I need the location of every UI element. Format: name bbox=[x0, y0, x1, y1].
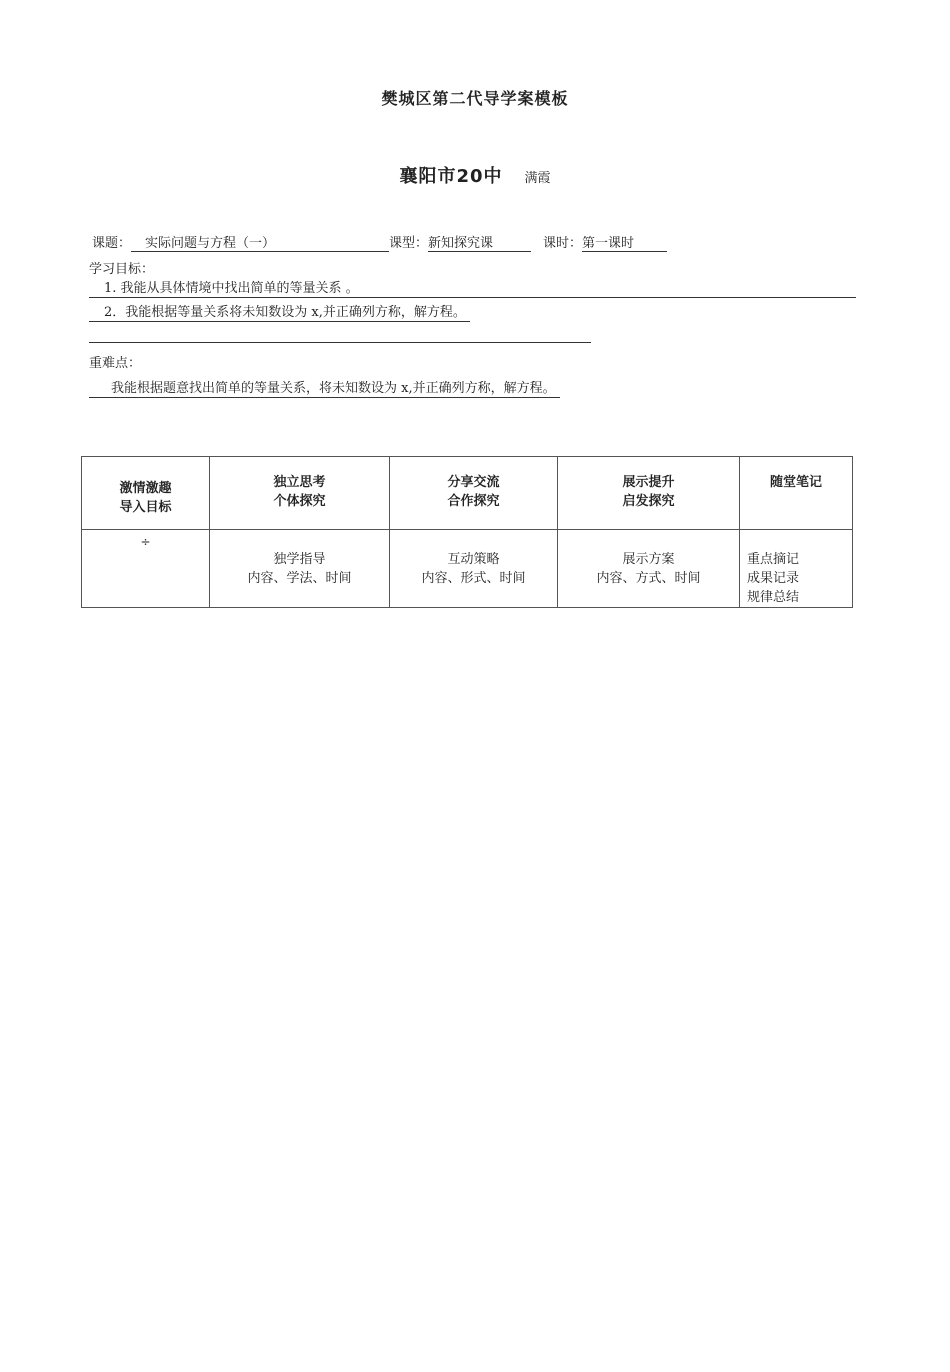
key-points-text bbox=[89, 381, 560, 398]
table-cell bbox=[558, 530, 740, 608]
cell-line: 内容、学法、时间 bbox=[247, 571, 352, 586]
header-line: 合作探究 bbox=[447, 494, 500, 509]
header-line: 展示提升 bbox=[622, 475, 675, 490]
cell-line: 独学指导 bbox=[273, 552, 326, 567]
cell-line: 规律总结 bbox=[747, 590, 800, 605]
table-cell bbox=[390, 530, 558, 608]
goal-text: 2．我能根据等量关系将未知数设为 x,并正确列方称，解方程。 bbox=[104, 305, 466, 320]
period-label: 课时： bbox=[543, 236, 583, 251]
header-cell bbox=[390, 457, 558, 530]
goal-text: 1. 我能从具体情境中找出简单的等量关系 。 bbox=[104, 281, 359, 296]
author-name: 满霞 bbox=[524, 171, 551, 186]
header-cell bbox=[82, 457, 210, 530]
type-label: 课型： bbox=[389, 236, 429, 251]
header-line: 启发探究 bbox=[622, 494, 675, 509]
cell-line: 内容、形式、时间 bbox=[421, 571, 526, 586]
header-line: 激情激趣 bbox=[119, 481, 172, 496]
goal-item bbox=[89, 281, 856, 298]
cell-line: 成果记录 bbox=[747, 571, 800, 586]
cell-line: ÷ bbox=[140, 535, 151, 549]
period-value: 第一课时 bbox=[582, 236, 667, 252]
table-cell bbox=[740, 530, 853, 608]
table-header-row bbox=[82, 457, 853, 530]
key-points-label: 重难点： bbox=[89, 356, 142, 371]
header-cell bbox=[740, 457, 853, 530]
goal-item bbox=[89, 305, 470, 322]
lesson-table bbox=[81, 456, 853, 608]
header-line: 独立思考 bbox=[273, 475, 326, 490]
cell-line: 内容、方式、时间 bbox=[596, 571, 701, 586]
school-line bbox=[0, 162, 950, 188]
cell-line: 互动策略 bbox=[447, 552, 500, 567]
header-cell bbox=[210, 457, 390, 530]
table-cell bbox=[210, 530, 390, 608]
school-name: 襄阳市20中 bbox=[399, 166, 503, 187]
header-cell bbox=[558, 457, 740, 530]
header-line: 个体探究 bbox=[273, 494, 326, 509]
header-line: 分享交流 bbox=[447, 475, 500, 490]
header-line: 随堂笔记 bbox=[769, 475, 822, 490]
topic-label: 课题： bbox=[92, 236, 132, 251]
blank-writing-line bbox=[89, 342, 591, 343]
table-cell bbox=[82, 530, 210, 608]
key-points-content: 我能根据题意找出简单的等量关系，将未知数设为 x,并正确列方称，解方程。 bbox=[111, 381, 556, 396]
lesson-meta bbox=[92, 232, 667, 252]
table-row bbox=[82, 530, 853, 608]
topic-value: 实际问题与方程（一） bbox=[131, 236, 389, 252]
document-title: 樊城区第二代导学案模板 bbox=[381, 89, 569, 108]
header-line: 导入目标 bbox=[119, 500, 172, 515]
goals-label: 学习目标： bbox=[89, 262, 155, 277]
cell-line: 重点摘记 bbox=[747, 552, 800, 567]
type-value: 新知探究课 bbox=[428, 236, 531, 252]
cell-line: 展示方案 bbox=[622, 552, 675, 567]
